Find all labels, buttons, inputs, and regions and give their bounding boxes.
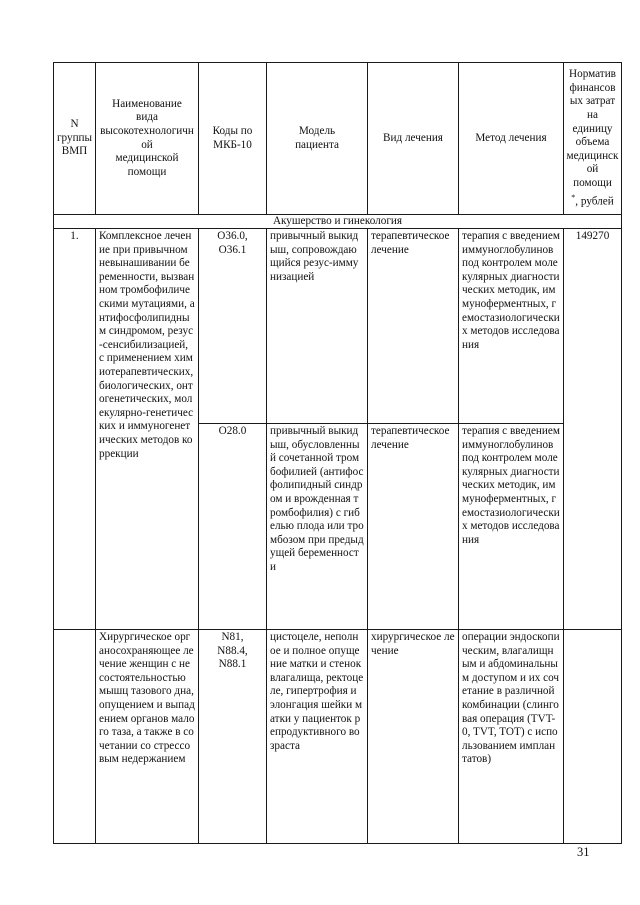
header-name: Наименование вида высокотехнологичной медицинской помощи (96, 63, 199, 215)
row-name: Хирургическое органосохраняющее лечение женщин с несостоятельностью мышц тазового дна, опущением и выпадением органов малого таза, а также в сочетании со стрессовым недержанием (96, 630, 199, 844)
row-norm (564, 630, 622, 844)
table-row (54, 630, 622, 844)
page-number: 31 (577, 845, 590, 859)
row-model: цистоцеле, неполное и полное опущение матки и стенок влагалища, ректоцеле, гипертрофия и элонгация шейки матки у пациенток репродуктивного возраста (267, 630, 368, 844)
row-model: привычный выкидыш, обусловленный сочетанной тромбофилией (антифосфолипидный синдром и врожденная тромбофилия) с гибелью плода или тромбозом при предыдущей беременности (267, 424, 368, 630)
row-group-number: 1. (54, 229, 96, 630)
row-treatment: терапевтическое лечение (368, 424, 459, 630)
row-model: привычный выкидыш, сопровождающийся резус-иммунизацией (267, 229, 368, 424)
medical-care-table (53, 62, 622, 844)
row-treatment: терапевтическое лечение (368, 229, 459, 424)
row-codes: O28.0 (199, 424, 267, 630)
header-codes: Коды по МКБ-10 (199, 63, 267, 215)
row-codes: N81, N88.4, N88.1 (199, 630, 267, 844)
row-norm: 149270 (564, 229, 622, 630)
section-title: Акушерство и гинекология (54, 215, 622, 229)
row-method: операции эндоскопическим, влагалищным и абдоминальным доступом и их сочетание в различной комбинации (слинговая операция (TVT-0, TVT, TOT) с использованием имплантатов) (459, 630, 564, 844)
section-row (54, 215, 622, 229)
header-treatment: Вид лечения (368, 63, 459, 215)
header-row (54, 63, 622, 215)
header-group: N группы ВМП (54, 63, 96, 215)
footnote-mark: * (571, 192, 576, 202)
row-treatment: хирургическое лечение (368, 630, 459, 844)
table-row (54, 229, 622, 424)
row-name: Комплексное лечение при привычном невынашивании беременности, вызванном тромбофилическими мутациями, антифосфолипидным синдромом, резус-сенсибилизацией, с применением химиотерапевтических, биологических, онтогенетических, молекулярно-генетических и иммуногенетических методов коррекции (96, 229, 199, 630)
row-group-number (54, 630, 96, 844)
header-model: Модель пациента (267, 63, 368, 215)
header-norm-unit: , рублей (575, 195, 614, 208)
row-method: терапия с введением иммуноглобулинов под контролем молекулярных диагностических методик, иммуноферментных, гемостазиологических методов исследования (459, 229, 564, 424)
header-norm: Норматив финансовых затрат на единицу объема медицинской помощи *, рублей (564, 63, 622, 215)
header-method: Метод лечения (459, 63, 564, 215)
row-method: терапия с введением иммуноглобулинов под контролем молекулярных диагностических методик, иммуноферментных, гемостазиологических методов исследования (459, 424, 564, 630)
row-codes: O36.0, O36.1 (199, 229, 267, 424)
